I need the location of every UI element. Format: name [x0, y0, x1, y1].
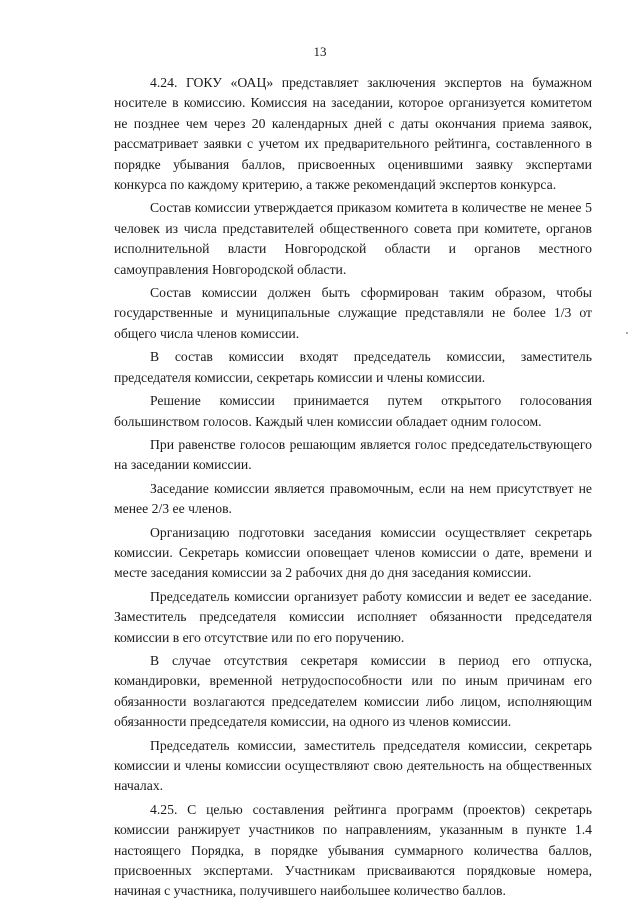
paragraph-tie-vote: При равенстве голосов решающим является голос председательствующего на заседании комиссии.	[114, 436, 592, 473]
paragraph-commission-members: В состав комиссии входят председатель комиссии, заместитель председателя комиссии, секретарь комиссии и члены комиссии.	[114, 349, 592, 385]
paragraph-commission-composition: Состав комиссии утверждается приказом комитета в количестве не менее 5 человек из числа представителей общественного совета при комитете, органов исполнительной власти Новгородской области и органов местного самоуправления Новгородской области.	[114, 200, 592, 277]
paragraph-4-25-ranking: 4.25. С целью составления рейтинга программ (проектов) секретарь комиссии ранжирует участников по направлениям, указанным в пункте 1.4 настоящего Порядка, в порядке убывания суммарного количества баллов, присвоенных экспертами. Участникам присваиваются порядковые номера, начиная с участника, получившего наибольшее количество баллов.	[114, 801, 592, 899]
paragraph-voting: Решение комиссии принимается путем открытого голосования большинством голосов. Каждый член комиссии обладает одним голосом.	[114, 393, 592, 429]
paragraph-secretary-duties: Организацию подготовки заседания комиссии осуществляет секретарь комиссии. Секретарь комиссии оповещает членов комиссии о дате, времени и месте заседания комиссии за 2 рабочих дня до дня заседания комиссии.	[114, 524, 592, 581]
paragraph-chairman-duties: Председатель комиссии организует работу комиссии и ведет ее заседание. Заместитель председателя комиссии исполняет обязанности председателя комиссии в его отсутствие или по его поручению.	[114, 588, 592, 645]
paragraph-civil-servants-share: Состав комиссии должен быть сформирован таким образом, чтобы государственные и муниципальные служащие представляли не более 1/3 от общего числа членов комиссии.	[114, 285, 592, 341]
paragraph-4-24-expert-conclusions: 4.24. ГОКУ «ОАЦ» представляет заключения экспертов на бумажном носителе в комиссию. Комиссия на заседании, которое организуется комитетом не позднее чем через 20 календарных дней с даты окончания приема заявок, рассматривает заявки с учетом их предварительного рейтинга, составленного в порядке убывания баллов, присвоенных оценившими заявку экспертами конкурса по каждому критерию, а также рекомендаций экспертов конкурса.	[114, 75, 592, 193]
paragraph-voluntary-basis: Председатель комиссии, заместитель председателя комиссии, секретарь комиссии и члены комиссии осуществляют свою деятельность на общественных началах.	[114, 737, 592, 794]
paragraph-quorum: Заседание комиссии является правомочным, если на нем присутствует не менее 2/3 ее членов.	[114, 480, 592, 517]
scan-artifact-mark	[626, 332, 628, 334]
document-body	[114, 73, 592, 905]
page-number: 13	[313, 44, 327, 59]
paragraph-secretary-absence: В случае отсутствия секретаря комиссии в период его отпуска, командировки, временной нетрудоспособности или по иным причинам его обязанности возлагаются председателем комиссии либо лицом, исполняющим обязанности председателя комиссии, на одного из членов комиссии.	[114, 652, 592, 730]
